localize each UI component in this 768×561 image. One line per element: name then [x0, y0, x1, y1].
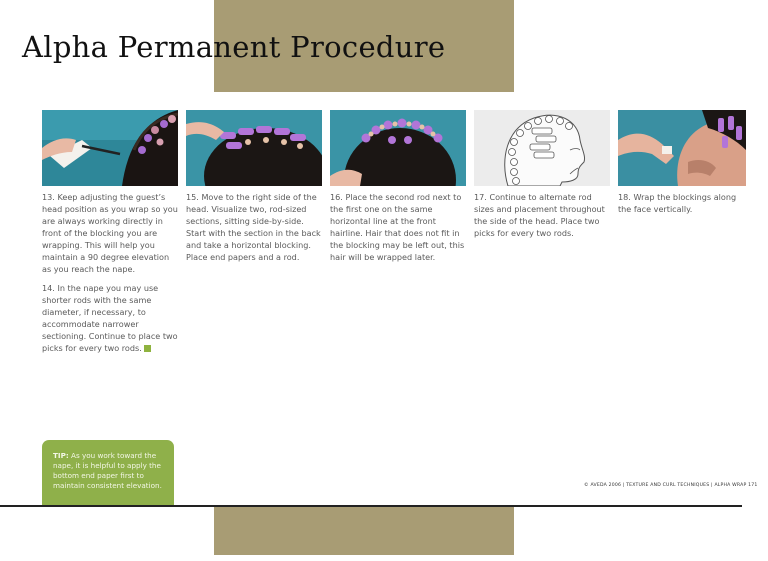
- step-13-14-caption: [42, 191, 178, 361]
- page-title: Alpha Permanent Procedure: [22, 30, 446, 64]
- tip-label: TIP:: [53, 451, 69, 460]
- step-18-text: 18. Wrap the blockings along the face vertically.: [618, 192, 737, 214]
- continue-plus-icon: [144, 345, 151, 352]
- face-blocking-photo: [618, 110, 746, 186]
- bottom-rule-divider: [0, 505, 742, 507]
- page-footer: © AVEDA 2006 | TEXTURE AND CURL TECHNIQUES | ALPHA WRAP 171: [584, 483, 758, 488]
- step-17-text: 17. Continue to alternate rod sizes and placement throughout the side of the head. Place two picks for every two rods.: [474, 192, 605, 238]
- step-18-caption: [618, 191, 748, 222]
- decorative-khaki-block-bottom: [214, 507, 514, 555]
- step-16-caption: [330, 191, 466, 270]
- step-14-text: 14. In the nape you may use shorter rods with the same diameter, if necessary, to accommodate narrower sectioning. Continue to place two picks for every two rods.: [42, 283, 178, 353]
- right-side-rods-photo: [186, 110, 322, 186]
- second-rod-hairline-photo: [330, 110, 466, 186]
- step-16-text: 16. Place the second rod next to the first one on the same horizontal line at the front hairline. Hair that does not fit in the blocking may be left out, this hair will be wrapped later.: [330, 192, 465, 262]
- stylist-wrapping-nape-photo: [42, 110, 178, 186]
- step-13-text: 13. Keep adjusting the guest’s head position as you wrap so you are always working directly in front of the blocking you are wrapping. This will help you maintain a 90 degree elevation as you reach the nape.: [42, 192, 178, 274]
- step-15-text: 15. Move to the right side of the head. Visualize two, rod-sized sections, sitting side-by-side. Start with the section in the back and take a horizontal blocking. Place end papers and a rod.: [186, 192, 321, 262]
- head-diagram-illustration: [474, 110, 610, 186]
- step-15-caption: [186, 191, 322, 270]
- tip-box: [42, 440, 174, 506]
- step-17-caption: [474, 191, 610, 246]
- tip-text: As you work toward the nape, it is helpful to apply the bottom end paper first to maintain consistent elevation.: [53, 451, 162, 490]
